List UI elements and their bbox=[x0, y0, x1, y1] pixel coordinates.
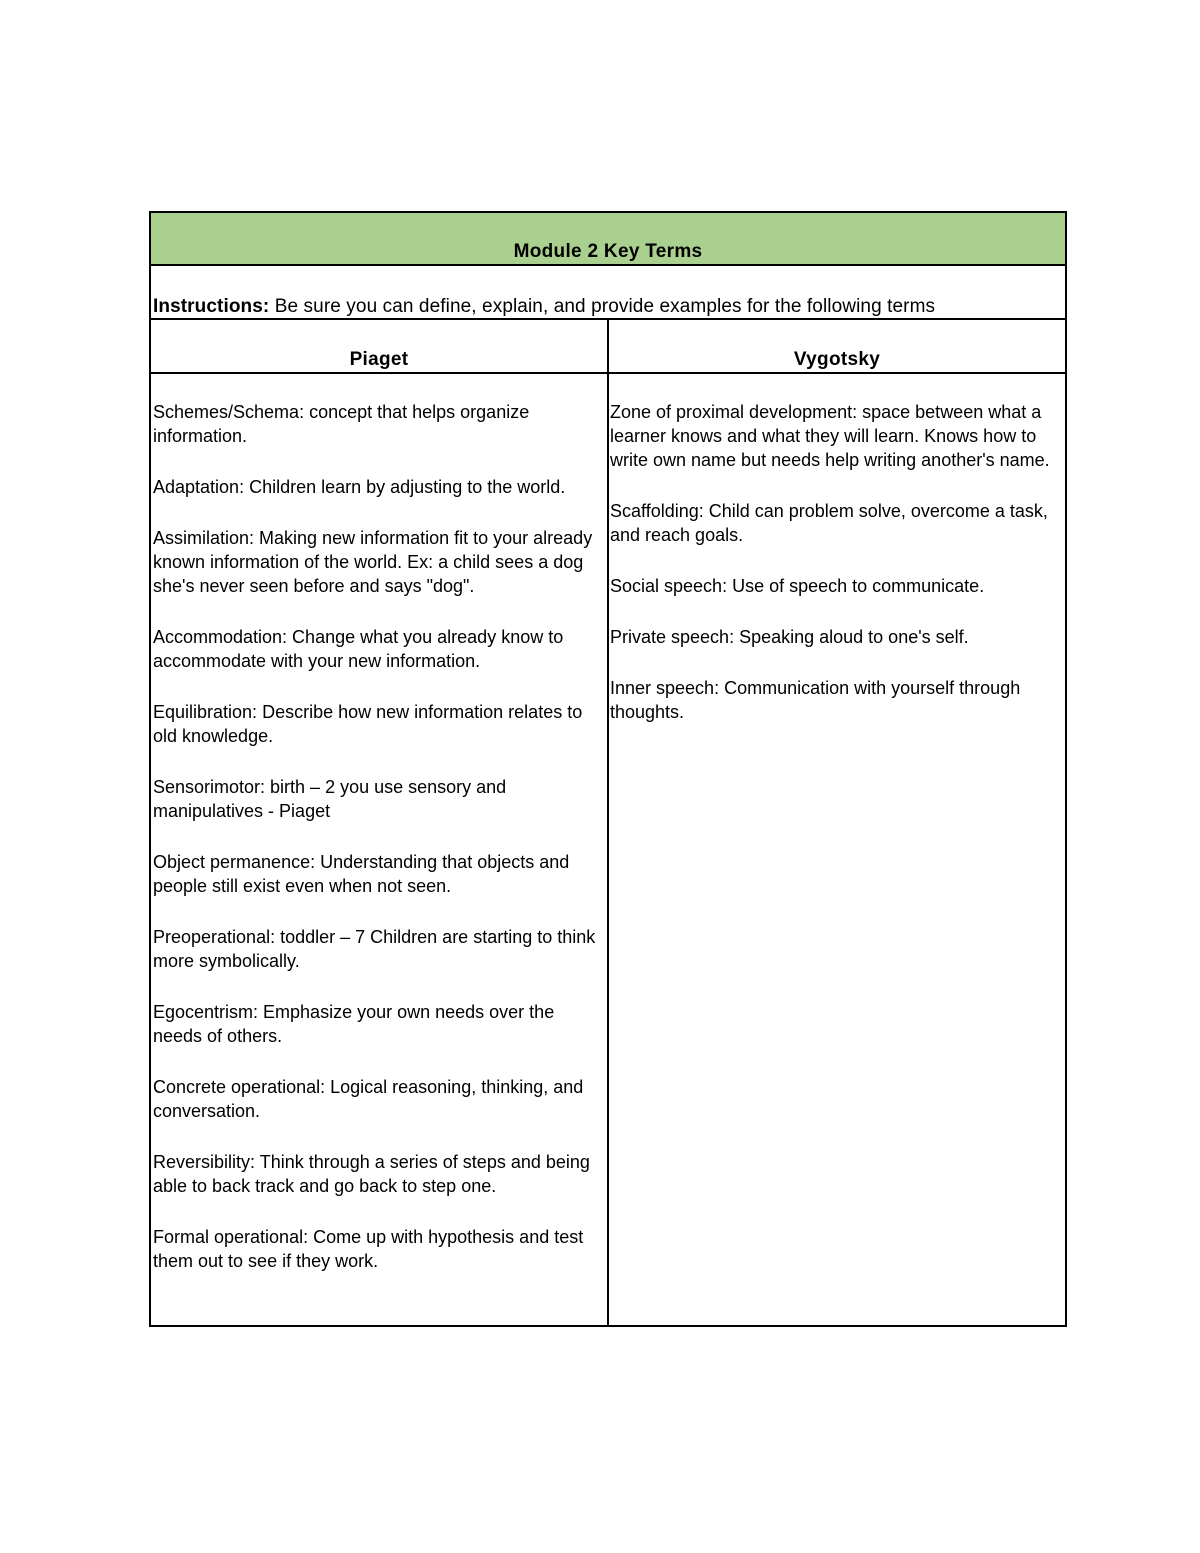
instructions bbox=[153, 297, 935, 317]
piaget-term: Preoperational: toddler – 7 Children are starting to think more symbolically. bbox=[153, 927, 596, 971]
instructions-row bbox=[151, 266, 1065, 320]
vygotsky-term: Private speech: Speaking aloud to one's self. bbox=[610, 627, 969, 647]
piaget-column-header: Piaget bbox=[349, 349, 409, 370]
vygotsky-term: Social speech: Use of speech to communicate. bbox=[610, 576, 985, 596]
title-row bbox=[151, 213, 1065, 266]
piaget-term: Egocentrism: Emphasize your own needs over the needs of others. bbox=[153, 1002, 555, 1046]
piaget-terms-list bbox=[153, 400, 605, 1300]
column-divider bbox=[607, 320, 609, 1325]
instructions-label: Instructions: bbox=[153, 296, 270, 317]
piaget-term: Formal operational: Come up with hypothesis and test them out to see if they work. bbox=[153, 1227, 584, 1271]
piaget-term: Assimilation: Making new information fit to your already known information of the world. Ex: a child sees a dog she's never seen before and says "dog". bbox=[153, 528, 593, 596]
vygotsky-term: Inner speech: Communication with yourself through thoughts. bbox=[610, 678, 1021, 722]
vygotsky-column-header: Vygotsky bbox=[793, 349, 881, 370]
vygotsky-terms-list bbox=[610, 400, 1065, 751]
instructions-text: Be sure you can define, explain, and provide examples for the following terms bbox=[269, 296, 936, 317]
piaget-term: Sensorimotor: birth – 2 you use sensory and manipulatives - Piaget bbox=[153, 777, 507, 821]
piaget-term: Concrete operational: Logical reasoning, thinking, and conversation. bbox=[153, 1077, 584, 1121]
piaget-term: Schemes/Schema: concept that helps organize information. bbox=[153, 402, 530, 446]
piaget-term: Adaptation: Children learn by adjusting to the world. bbox=[153, 477, 566, 497]
table-title: Module 2 Key Terms bbox=[513, 241, 703, 262]
piaget-term: Object permanence: Understanding that objects and people still exist even when not seen. bbox=[153, 852, 570, 896]
key-terms-table bbox=[149, 211, 1067, 1327]
vygotsky-term: Zone of proximal development: space between what a learner knows and what they will learn. Knows how to write own name but needs help writing another's name. bbox=[610, 402, 1050, 470]
piaget-term: Equilibration: Describe how new information relates to old knowledge. bbox=[153, 702, 583, 746]
piaget-term: Reversibility: Think through a series of steps and being able to back track and go back to step one. bbox=[153, 1152, 590, 1196]
piaget-term: Accommodation: Change what you already know to accommodate with your new information. bbox=[153, 627, 564, 671]
vygotsky-term: Scaffolding: Child can problem solve, overcome a task, and reach goals. bbox=[610, 501, 1048, 545]
